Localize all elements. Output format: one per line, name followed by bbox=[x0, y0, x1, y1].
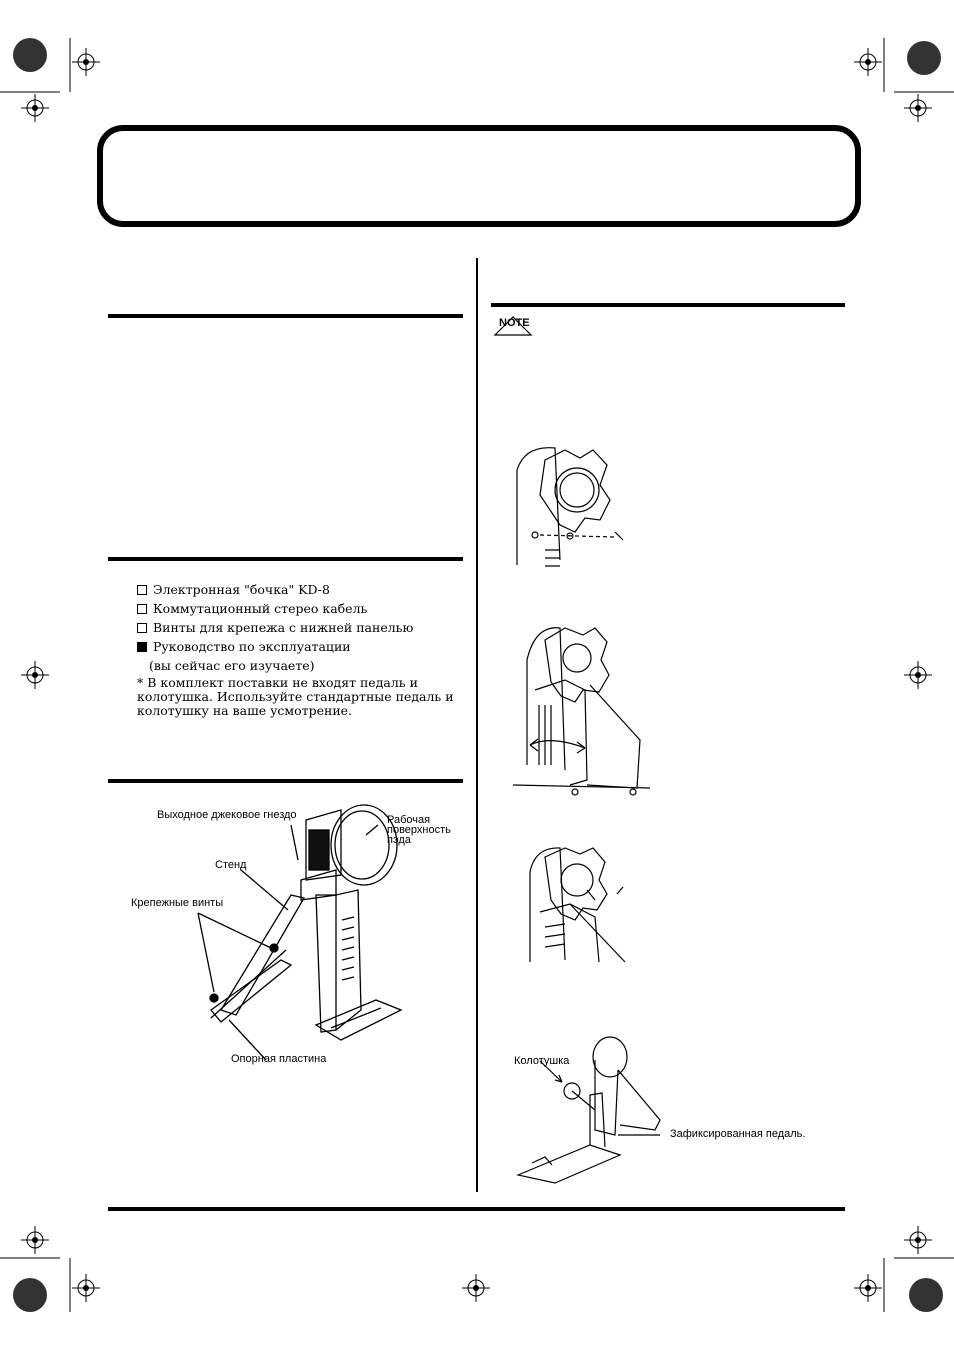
list-item bbox=[137, 580, 467, 599]
checkbox-icon bbox=[137, 623, 147, 633]
list-item bbox=[137, 637, 467, 656]
label-surface-1: Рабочая bbox=[387, 814, 431, 826]
filled-checkbox-icon bbox=[137, 642, 147, 652]
kd8-parts-diagram bbox=[126, 800, 466, 1090]
corner-circle-top-right bbox=[907, 41, 941, 75]
footer-rule bbox=[108, 1207, 845, 1211]
list-item-text: Электронная "бочка" KD-8 bbox=[153, 582, 330, 597]
label-jack: Выходное джековое гнездо bbox=[157, 809, 297, 821]
list-item-text: Винты для крепежа с нижней панелью bbox=[153, 620, 414, 635]
section-rule-3 bbox=[108, 779, 463, 783]
list-item bbox=[137, 618, 467, 637]
label-surface-3: пэда bbox=[387, 834, 411, 846]
list-item-text: Руководство по эксплуатации bbox=[153, 639, 351, 654]
label-beater: Колотушка bbox=[514, 1055, 570, 1067]
footnote: * В комплект поставки не входят педаль и колотушка. Используйте стандартные педаль и колотушку на ваше усмотрение. bbox=[137, 675, 454, 718]
checkbox-icon bbox=[137, 604, 147, 614]
step-3-illustration bbox=[525, 842, 645, 967]
list-item-subtext: (вы сейчас его изучаете) bbox=[149, 658, 315, 673]
checkbox-icon bbox=[137, 585, 147, 595]
step-1-illustration bbox=[505, 440, 645, 580]
label-plate: Опорная пластина bbox=[231, 1053, 327, 1065]
corner-circle-bottom-right bbox=[909, 1278, 943, 1312]
label-screws: Крепежные винты bbox=[131, 897, 224, 909]
section-rule-2 bbox=[108, 557, 463, 561]
section-rule-right bbox=[491, 303, 845, 307]
label-surface-2: поверхность bbox=[387, 824, 451, 836]
column-divider bbox=[476, 258, 478, 1192]
list-item bbox=[137, 599, 467, 618]
corner-circle-bottom-left bbox=[13, 1278, 47, 1312]
step-2-illustration bbox=[505, 620, 665, 805]
section-rule-1 bbox=[108, 314, 463, 318]
list-item-text: Коммутационный стерео кабель bbox=[153, 601, 368, 616]
note-icon-text: NOTE bbox=[499, 317, 530, 329]
page-title-box bbox=[97, 125, 861, 227]
corner-circle-top-left bbox=[13, 38, 47, 72]
label-pedal: Зафиксированная педаль. bbox=[670, 1128, 806, 1140]
contents-list bbox=[137, 580, 467, 675]
note-icon bbox=[493, 315, 533, 337]
label-stand: Стенд bbox=[215, 859, 247, 871]
